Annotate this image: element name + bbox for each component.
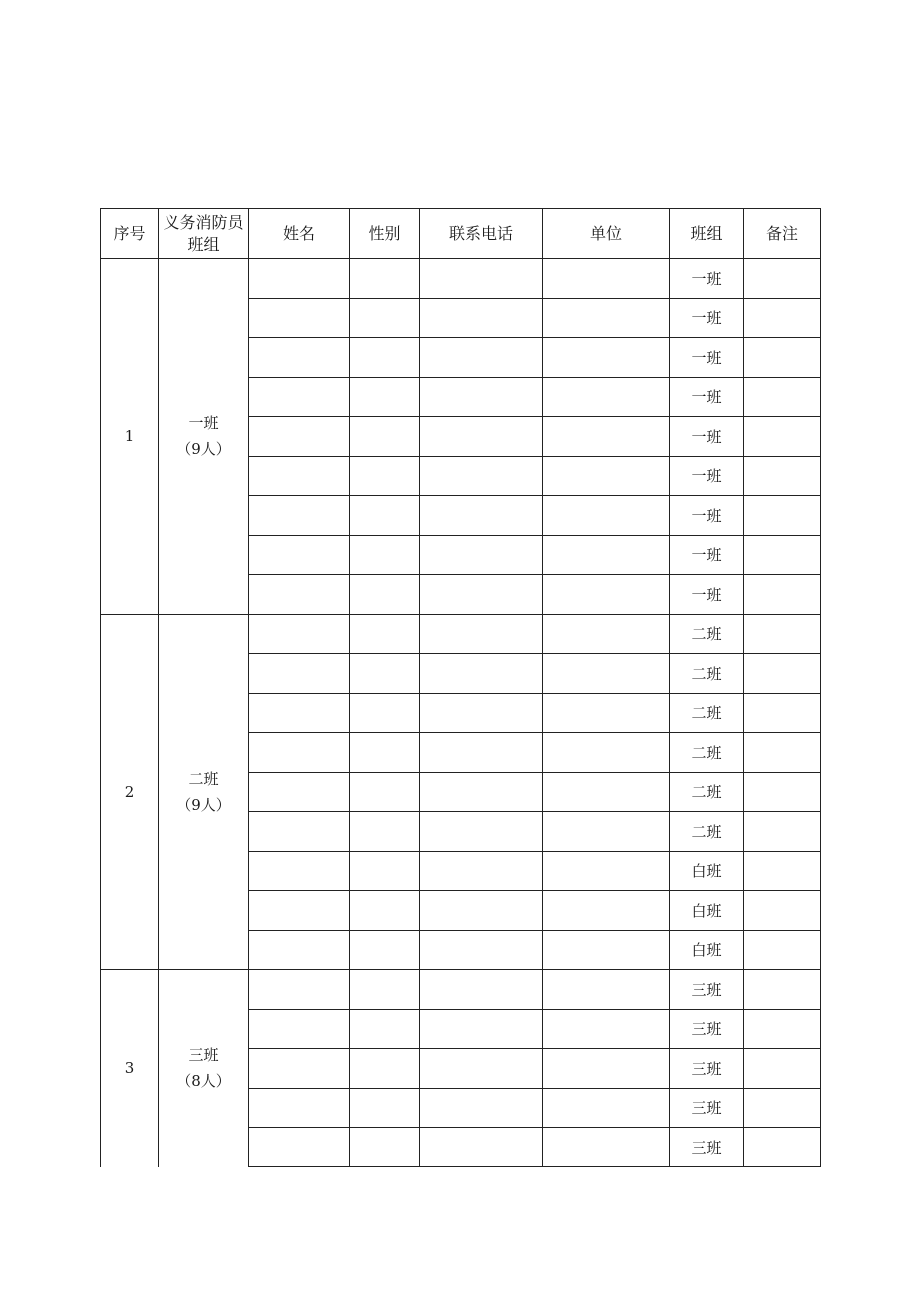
- remark-cell[interactable]: [744, 812, 821, 852]
- phone-cell[interactable]: [420, 456, 543, 496]
- phone-cell[interactable]: [420, 535, 543, 575]
- phone-cell[interactable]: [420, 575, 543, 615]
- gender-cell[interactable]: [350, 772, 420, 812]
- gender-cell[interactable]: [350, 1088, 420, 1128]
- unit-cell[interactable]: [543, 575, 670, 615]
- gender-cell[interactable]: [350, 693, 420, 733]
- gender-cell[interactable]: [350, 733, 420, 773]
- phone-cell[interactable]: [420, 1128, 543, 1167]
- group-label-cell: [159, 259, 249, 615]
- header-unit: 单位: [543, 209, 670, 259]
- phone-cell[interactable]: [420, 1088, 543, 1128]
- phone-cell[interactable]: [420, 1009, 543, 1049]
- gender-cell[interactable]: [350, 456, 420, 496]
- unit-cell[interactable]: [543, 1088, 670, 1128]
- shift-cell: 一班: [670, 575, 744, 615]
- name-cell[interactable]: [249, 654, 350, 694]
- table-row: [101, 970, 821, 1010]
- gender-cell[interactable]: [350, 338, 420, 378]
- gender-cell[interactable]: [350, 614, 420, 654]
- shift-cell: 二班: [670, 733, 744, 773]
- remark-cell[interactable]: [744, 535, 821, 575]
- group-count: （8人）: [176, 1072, 231, 1091]
- phone-cell[interactable]: [420, 772, 543, 812]
- unit-cell[interactable]: [543, 338, 670, 378]
- phone-cell[interactable]: [420, 930, 543, 970]
- gender-cell[interactable]: [350, 259, 420, 299]
- gender-cell[interactable]: [350, 496, 420, 536]
- header-seq: 序号: [101, 209, 159, 259]
- phone-cell[interactable]: [420, 733, 543, 773]
- name-cell[interactable]: [249, 259, 350, 299]
- name-cell[interactable]: [249, 930, 350, 970]
- remark-cell[interactable]: [744, 891, 821, 931]
- shift-cell: 一班: [670, 377, 744, 417]
- unit-cell[interactable]: [543, 1009, 670, 1049]
- unit-cell[interactable]: [543, 772, 670, 812]
- group-seq-cell: 2: [101, 614, 159, 970]
- header-name: 姓名: [249, 209, 350, 259]
- shift-cell: 三班: [670, 1128, 744, 1167]
- remark-cell[interactable]: [744, 575, 821, 615]
- gender-cell[interactable]: [350, 891, 420, 931]
- unit-cell[interactable]: [543, 259, 670, 299]
- gender-cell[interactable]: [350, 970, 420, 1010]
- name-cell[interactable]: [249, 417, 350, 457]
- phone-cell[interactable]: [420, 614, 543, 654]
- unit-cell[interactable]: [543, 456, 670, 496]
- shift-cell: 二班: [670, 772, 744, 812]
- unit-cell[interactable]: [543, 496, 670, 536]
- group-count: （9人）: [176, 440, 231, 459]
- header-remark: 备注: [744, 209, 821, 259]
- name-cell[interactable]: [249, 812, 350, 852]
- name-cell[interactable]: [249, 377, 350, 417]
- shift-cell: 白班: [670, 891, 744, 931]
- gender-cell[interactable]: [350, 377, 420, 417]
- header-phone: 联系电话: [420, 209, 543, 259]
- name-cell[interactable]: [249, 693, 350, 733]
- header-volunteer-group-line1: 义务消防员: [163, 212, 244, 232]
- unit-cell[interactable]: [543, 733, 670, 773]
- unit-cell[interactable]: [543, 298, 670, 338]
- phone-cell[interactable]: [420, 259, 543, 299]
- shift-cell: 二班: [670, 693, 744, 733]
- fire-volunteer-roster-table: [100, 208, 821, 1167]
- remark-cell[interactable]: [744, 1009, 821, 1049]
- name-cell[interactable]: [249, 772, 350, 812]
- gender-cell[interactable]: [350, 298, 420, 338]
- shift-cell: 白班: [670, 851, 744, 891]
- shift-cell: 三班: [670, 970, 744, 1010]
- name-cell[interactable]: [249, 456, 350, 496]
- shift-cell: 三班: [670, 1009, 744, 1049]
- header-volunteer-group-line2: 班组: [187, 234, 220, 254]
- phone-cell[interactable]: [420, 496, 543, 536]
- name-cell[interactable]: [249, 1088, 350, 1128]
- unit-cell[interactable]: [543, 891, 670, 931]
- header-shift: 班组: [670, 209, 744, 259]
- unit-cell[interactable]: [543, 693, 670, 733]
- table-row: [101, 259, 821, 299]
- remark-cell[interactable]: [744, 733, 821, 773]
- unit-cell[interactable]: [543, 851, 670, 891]
- group-name: 二班: [188, 769, 219, 788]
- phone-cell[interactable]: [420, 654, 543, 694]
- phone-cell[interactable]: [420, 693, 543, 733]
- unit-cell[interactable]: [543, 1128, 670, 1167]
- name-cell[interactable]: [249, 851, 350, 891]
- remark-cell[interactable]: [744, 1088, 821, 1128]
- remark-cell[interactable]: [744, 851, 821, 891]
- header-row: [101, 209, 821, 259]
- phone-cell[interactable]: [420, 891, 543, 931]
- remark-cell[interactable]: [744, 1128, 821, 1167]
- gender-cell[interactable]: [350, 1049, 420, 1089]
- shift-cell: 一班: [670, 456, 744, 496]
- shift-cell: 一班: [670, 417, 744, 457]
- name-cell[interactable]: [249, 496, 350, 536]
- name-cell[interactable]: [249, 1009, 350, 1049]
- remark-cell[interactable]: [744, 970, 821, 1010]
- unit-cell[interactable]: [543, 970, 670, 1010]
- shift-cell: 二班: [670, 614, 744, 654]
- shift-cell: 一班: [670, 298, 744, 338]
- remark-cell[interactable]: [744, 496, 821, 536]
- shift-cell: 三班: [670, 1088, 744, 1128]
- gender-cell[interactable]: [350, 1128, 420, 1167]
- phone-cell[interactable]: [420, 851, 543, 891]
- name-cell[interactable]: [249, 1049, 350, 1089]
- gender-cell[interactable]: [350, 417, 420, 457]
- phone-cell[interactable]: [420, 1049, 543, 1089]
- header-volunteer-group: [159, 209, 249, 259]
- gender-cell[interactable]: [350, 654, 420, 694]
- gender-cell[interactable]: [350, 1009, 420, 1049]
- remark-cell[interactable]: [744, 259, 821, 299]
- group-seq-cell: 3: [101, 970, 159, 1167]
- group-count: （9人）: [176, 795, 231, 814]
- unit-cell[interactable]: [543, 417, 670, 457]
- name-cell[interactable]: [249, 614, 350, 654]
- unit-cell[interactable]: [543, 654, 670, 694]
- gender-cell[interactable]: [350, 930, 420, 970]
- unit-cell[interactable]: [543, 614, 670, 654]
- remark-cell[interactable]: [744, 1049, 821, 1089]
- phone-cell[interactable]: [420, 298, 543, 338]
- phone-cell[interactable]: [420, 377, 543, 417]
- remark-cell[interactable]: [744, 417, 821, 457]
- phone-cell[interactable]: [420, 970, 543, 1010]
- unit-cell[interactable]: [543, 377, 670, 417]
- remark-cell[interactable]: [744, 930, 821, 970]
- unit-cell[interactable]: [543, 1049, 670, 1089]
- remark-cell[interactable]: [744, 377, 821, 417]
- gender-cell[interactable]: [350, 535, 420, 575]
- shift-cell: 一班: [670, 496, 744, 536]
- name-cell[interactable]: [249, 891, 350, 931]
- gender-cell[interactable]: [350, 575, 420, 615]
- group-seq-cell: 1: [101, 259, 159, 615]
- unit-cell[interactable]: [543, 930, 670, 970]
- remark-cell[interactable]: [744, 298, 821, 338]
- shift-cell: 二班: [670, 812, 744, 852]
- unit-cell[interactable]: [543, 535, 670, 575]
- name-cell[interactable]: [249, 535, 350, 575]
- name-cell[interactable]: [249, 733, 350, 773]
- group-label-cell: [159, 970, 249, 1167]
- remark-cell[interactable]: [744, 693, 821, 733]
- table-body: [101, 259, 821, 1167]
- group-name: 三班: [188, 1046, 219, 1065]
- table-row: [101, 614, 821, 654]
- gender-cell[interactable]: [350, 812, 420, 852]
- remark-cell[interactable]: [744, 654, 821, 694]
- shift-cell: 一班: [670, 338, 744, 378]
- header-gender: 性别: [350, 209, 420, 259]
- gender-cell[interactable]: [350, 851, 420, 891]
- group-name: 一班: [188, 414, 219, 433]
- shift-cell: 白班: [670, 930, 744, 970]
- phone-cell[interactable]: [420, 417, 543, 457]
- shift-cell: 一班: [670, 259, 744, 299]
- remark-cell[interactable]: [744, 614, 821, 654]
- shift-cell: 二班: [670, 654, 744, 694]
- name-cell[interactable]: [249, 575, 350, 615]
- shift-cell: 一班: [670, 535, 744, 575]
- group-label-cell: [159, 614, 249, 970]
- remark-cell[interactable]: [744, 772, 821, 812]
- name-cell[interactable]: [249, 298, 350, 338]
- remark-cell[interactable]: [744, 456, 821, 496]
- phone-cell[interactable]: [420, 338, 543, 378]
- remark-cell[interactable]: [744, 338, 821, 378]
- name-cell[interactable]: [249, 970, 350, 1010]
- shift-cell: 三班: [670, 1049, 744, 1089]
- phone-cell[interactable]: [420, 812, 543, 852]
- table-header: [101, 209, 821, 259]
- name-cell[interactable]: [249, 338, 350, 378]
- name-cell[interactable]: [249, 1128, 350, 1167]
- unit-cell[interactable]: [543, 812, 670, 852]
